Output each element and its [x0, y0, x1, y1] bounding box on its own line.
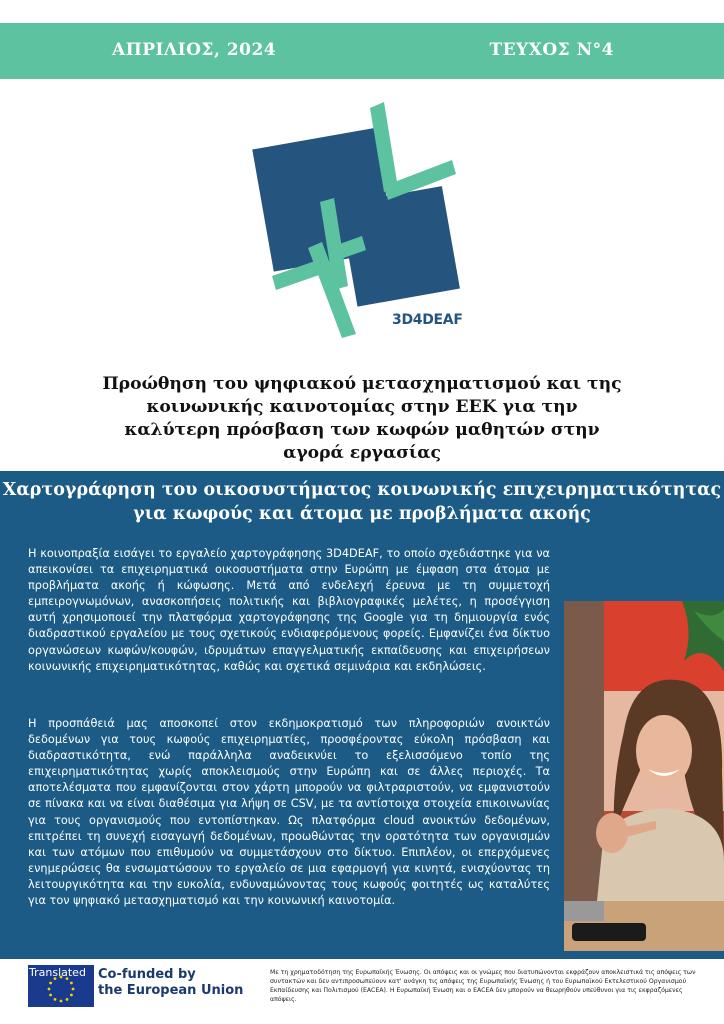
translated-label: Translated: [29, 966, 86, 979]
woman-pointing-photo: [564, 601, 724, 951]
issue-date: ΑΠΡΙΛΙΟΣ, 2024: [112, 40, 277, 60]
body-paragraph-1: Η κοινοπραξία εισάγει το εργαλείο χαρτογράφησης 3D4DEAF, το οποίο σχεδιάστηκε για να απεικονίσει τα επιχειρηματικά οικοσυστήματα στην Ευρώπη με έμφαση στα άτομα με προβλήματα ακοής ή κώφωσης. Μετά από ενδελεχή έρευνα με τη συμμετοχή εμπειρογνωμόνων, ανασκοπήσεις πολιτικής και βιβλιογραφικές μελέτες, η προσέγγιση αυτή χρησιμοποιεί την πλατφόρμα χαρτογράφησης της Google για τη δημιουργία ενός διαδραστικού εργαλείου με τους σχετικούς ενδιαφερόμενους φορείς. Εμφανίζει ένα δίκτυο οργανώσεων κωφών/κουφών, ιδρυμάτων επαγγελματικής εκπαίδευσης και επιχειρήσεων κοινωνικής επιχειρηματικότητας, καθώς και σχετικά σεμινάρια και εκδηλώσεις.: [28, 547, 550, 673]
section-subtitle: Χαρτογράφηση του οικοσυστήματος κοινωνικής επιχειρηματικότητας για κωφούς και άτομα με προβλήματα ακοής: [2, 480, 722, 524]
body-paragraph-2: Η προσπάθειά μας αποσκοπεί στον εκδημοκρατισμό των πληροφοριών ανοικτών δεδομένων για τους κωφούς επιχειρηματίες, προσφέροντας εύκολη πρόσβαση και διαδραστικότητα, ενώ παράλληλα αναδεικνύει το εξελισσόμενο τοπίο της επιχειρηματικότητας χωρίς αποκλεισμούς στην Ευρώπη και σε άλλες περιοχές. Τα αποτελέσματα που εμφανίζονται στον χάρτη μπορούν να φιλτραριστούν, να εμφανιστούν σε πίνακα και να είναι διαθέσιμα για λήψη σε CSV, με τα αντίστοιχα στοιχεία επικοινωνίας για τους οργανισμούς που εντοπίστηκαν. Ως πλατφόρμα cloud ανοικτών δεδομένων, επιτρέπει τη συνεχή εισαγωγή δεδομένων, προωθώντας την ορατότητα των οργανισμών και των ατόμων που επιθυμούν να συμμετάσχουν στο δίκτυο. Επιπλέον, οι επερχόμενες ενημερώσεις θα ενσωματώσουν το εργαλείο σε μια εφαρμογή για κινητά, ενισχύοντας τη λειτουργικότητα και την ευκολία, ενδυναμώνοντας τους κωφούς φοιτητές ως καταλύτες για τον ψηφιακό μετασχηματισμό και την κοινωνική καινοτομία.: [28, 717, 550, 908]
project-logo: [252, 98, 472, 338]
page-title: Προώθηση του ψηφιακού μετασχηματισμού και της κοινωνικής καινοτομίας στην ΕΕΚ για την καλύτερη πρόσβαση των κωφών μαθητών στην αγορά εργασίας: [102, 374, 622, 463]
cofunded-line-2: the European Union: [98, 983, 244, 998]
logo-wordmark: 3D4DEAF: [392, 312, 463, 328]
eu-disclaimer: Με τη χρηματοδότηση της Ευρωπαϊκής Ένωσης. Οι απόψεις και οι γνώμες που διατυπώνονται εκφράζουν αποκλειστικά τις απόψεις των συντακτών και δεν αντιπροσωπεύουν κατ' ανάγκη τις απόψεις της Ευρωπαϊκής Ένωσης ή του Ευρωπαϊκού Εκτελεστικού Οργανισμού Εκπαίδευσης και Πολιτισμού (EACEA). Η Ευρωπαϊκή Ένωση και ο EACEA δεν μπορούν να θεωρηθούν υπεύθυνοι για τις εκφραζόμενες απόψεις.: [270, 969, 696, 1003]
eu-cofunded-text: [98, 967, 243, 999]
logo-green-cross-top: [370, 102, 456, 200]
cofunded-line-1: Co-funded by: [98, 967, 196, 982]
header-band: [0, 23, 724, 79]
issue-number: ΤΕΥΧΟΣ Ν°4: [489, 40, 614, 60]
